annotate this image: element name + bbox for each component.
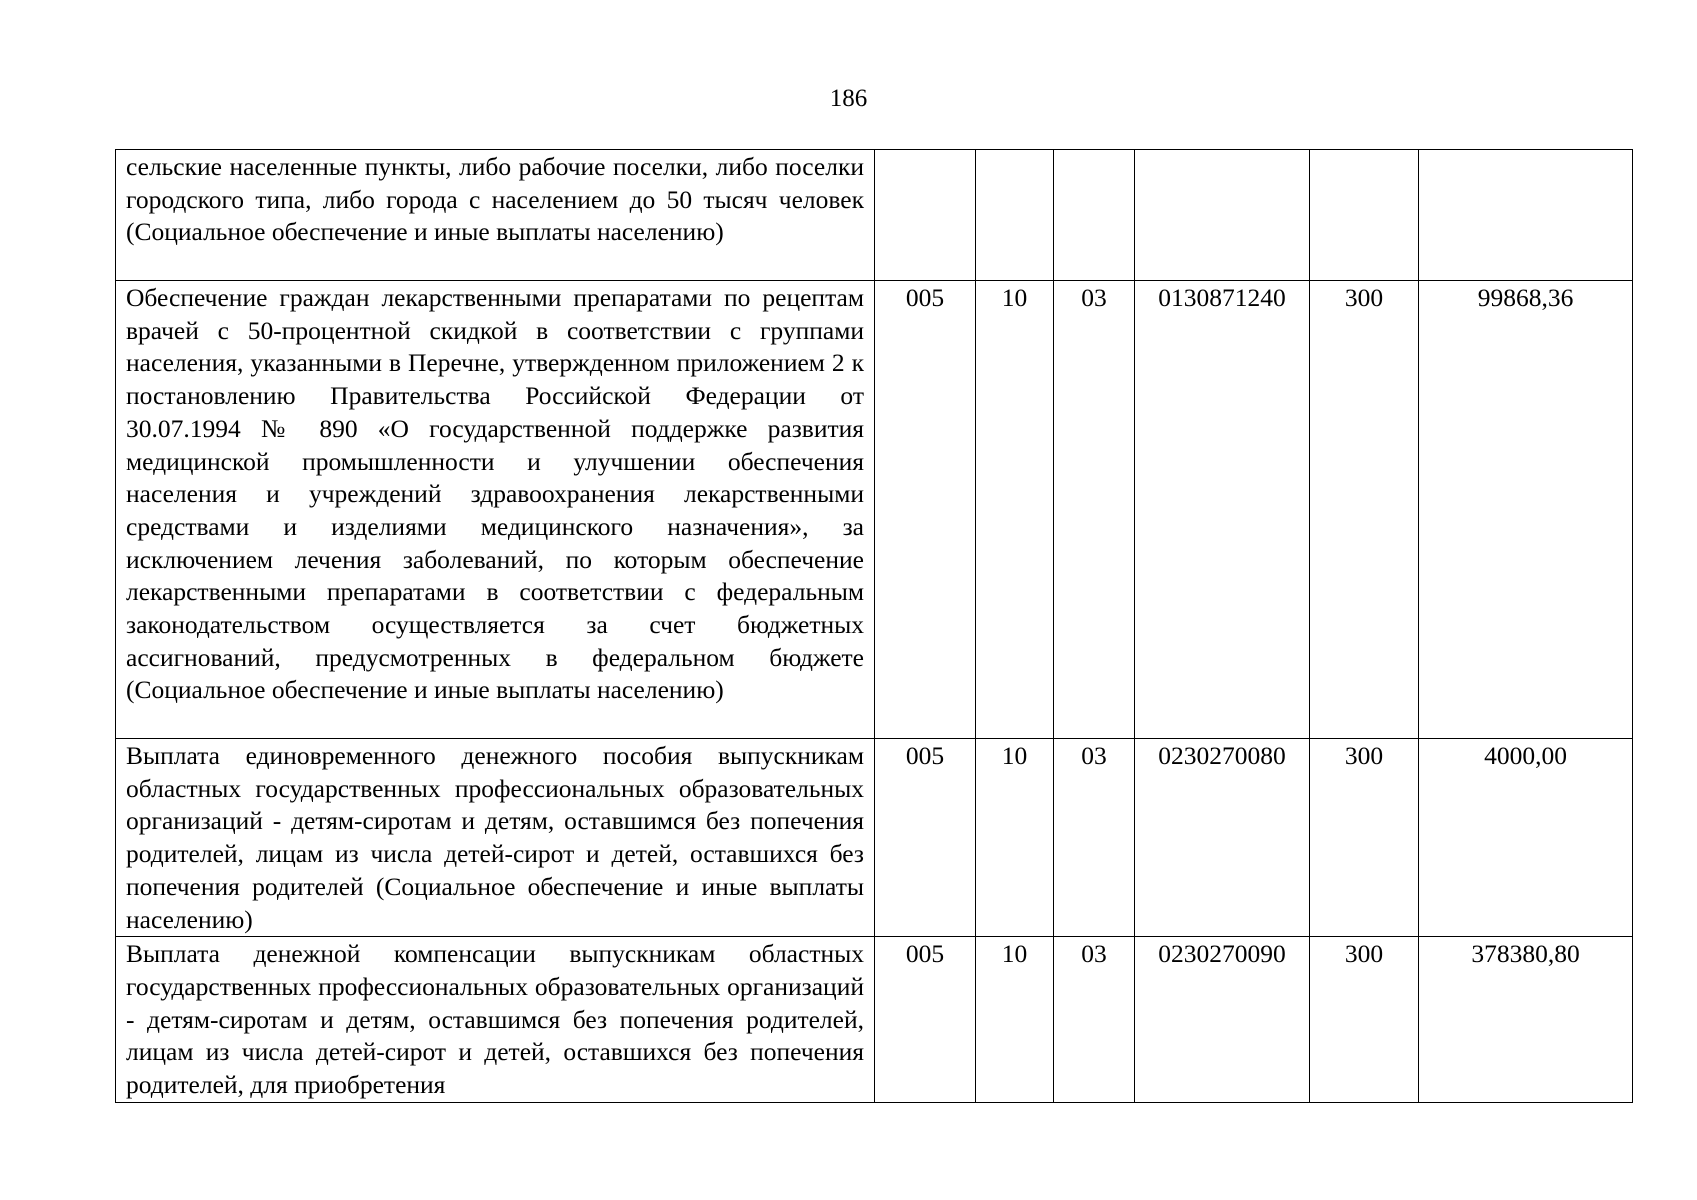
row-admin-code: 005 [875, 937, 976, 1103]
row-target-code: 0230270090 [1135, 937, 1310, 1103]
row-target-code: 0230270080 [1135, 739, 1310, 937]
row-target-code: 0130871240 [1135, 281, 1310, 739]
row-description: Обеспечение граждан лекарственными препаратами по рецептам врачей с 50-процентной скидкой в соответствии с группами населения, указанными в Перечне, утвержденном приложением 2 к постановлению Правительства Российской Федерации от 30.07.1994 № 890 «О государственной поддержке развития медицинской промышленности и улучшении обеспечения населения и учреждений здравоохранения лекарственными средствами и изделиями медицинского назначения», за исключением лечения заболеваний, по которым обеспечение лекарственными препаратами в соответствии с федеральным законодательством осуществляется за счет бюджетных ассигнований, предусмотренных в федеральном бюджете (Социальное обеспечение и иные выплаты населению) [116, 281, 875, 739]
row-expense-type-code: 300 [1310, 281, 1419, 739]
row-subsection-code: 03 [1054, 739, 1135, 937]
table-row [116, 937, 1633, 1103]
row-subsection-code [1054, 150, 1135, 281]
row-target-code [1135, 150, 1310, 281]
table-row [116, 281, 1633, 739]
row-amount [1419, 150, 1633, 281]
row-admin-code: 005 [875, 281, 976, 739]
row-subsection-code: 03 [1054, 281, 1135, 739]
row-amount: 99868,36 [1419, 281, 1633, 739]
row-admin-code [875, 150, 976, 281]
budget-table [115, 149, 1633, 1103]
row-subsection-code: 03 [1054, 937, 1135, 1103]
row-expense-type-code [1310, 150, 1419, 281]
row-amount: 378380,80 [1419, 937, 1633, 1103]
row-expense-type-code: 300 [1310, 739, 1419, 937]
row-amount: 4000,00 [1419, 739, 1633, 937]
page-number: 186 [829, 85, 868, 112]
row-description: сельские населенные пункты, либо рабочие поселки, либо поселки городского типа, либо города с населением до 50 тысяч человек (Социальное обеспечение и иные выплаты населению) [116, 150, 875, 281]
row-description: Выплата единовременного денежного пособия выпускникам областных государственных профессиональных образовательных организаций - детям-сиротам и детям, оставшимся без попечения родителей, лицам из числа детей-сирот и детей, оставшихся без попечения родителей (Социальное обеспечение и иные выплаты населению) [116, 739, 875, 937]
row-admin-code: 005 [875, 739, 976, 937]
row-section-code: 10 [976, 739, 1054, 937]
table-row [116, 739, 1633, 937]
row-section-code [976, 150, 1054, 281]
table-row [116, 150, 1633, 281]
row-description: Выплата денежной компенсации выпускникам областных государственных профессиональных образовательных организаций - детям-сиротам и детям, оставшимся без попечения родителей, лицам из числа детей-сирот и детей, оставшихся без попечения родителей, для приобретения [116, 937, 875, 1103]
row-section-code: 10 [976, 937, 1054, 1103]
row-expense-type-code: 300 [1310, 937, 1419, 1103]
row-section-code: 10 [976, 281, 1054, 739]
